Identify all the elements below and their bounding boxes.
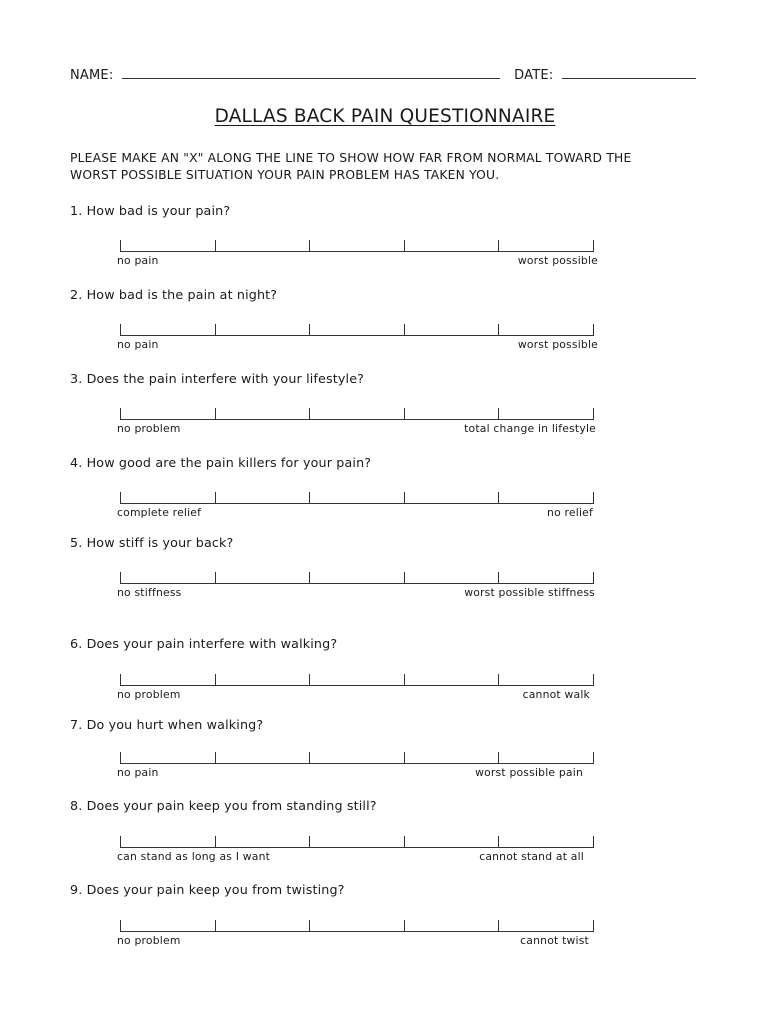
scale-tick (309, 752, 310, 764)
scale-tick (120, 492, 121, 504)
scale-tick (593, 572, 594, 584)
scale-tick (404, 752, 405, 764)
scale-line (120, 503, 594, 504)
scale-tick (120, 240, 121, 252)
scale-3-left-label: no problem (117, 422, 181, 435)
instructions (70, 150, 710, 184)
scale-tick (215, 324, 216, 336)
scale-tick (404, 408, 405, 420)
scale-tick (215, 752, 216, 764)
scale-tick (215, 836, 216, 848)
scale-tick (593, 674, 594, 686)
scale-tick (404, 836, 405, 848)
scale-tick (498, 752, 499, 764)
rating-scale-9[interactable] (120, 918, 594, 932)
scale-tick (498, 240, 499, 252)
scale-tick (120, 836, 121, 848)
scale-5-left-label: no stiffness (117, 586, 182, 599)
date-field[interactable] (562, 66, 696, 79)
scale-4-left-label: complete relief (117, 506, 202, 519)
scale-tick (404, 572, 405, 584)
question-2: 2. How bad is the pain at night? (70, 287, 278, 302)
scale-line (120, 583, 594, 584)
scale-5-right-label: worst possible stiffness (464, 586, 595, 599)
scale-tick (309, 492, 310, 504)
question-4: 4. How good are the pain killers for your pain? (70, 455, 372, 470)
instructions-line-1: PLEASE MAKE AN "X" ALONG THE LINE TO SHOW HOW FAR FROM NORMAL TOWARD THE (70, 151, 632, 165)
name-label: NAME: (70, 68, 114, 83)
scale-tick (215, 674, 216, 686)
scale-tick (215, 408, 216, 420)
scale-9-left-label: no problem (117, 934, 181, 947)
scale-tick (593, 324, 594, 336)
page-title-text: DALLAS BACK PAIN QUESTIONNAIRE (214, 106, 556, 127)
scale-tick (593, 492, 594, 504)
page-title (0, 106, 770, 127)
question-8: 8. Does your pain keep you from standing still? (70, 798, 377, 813)
scale-tick (593, 836, 594, 848)
rating-scale-2[interactable] (120, 322, 594, 336)
question-3: 3. Does the pain interfere with your lifestyle? (70, 371, 365, 386)
scale-3-right-label: total change in lifestyle (464, 422, 596, 435)
scale-7-left-label: no pain (117, 766, 159, 779)
rating-scale-8[interactable] (120, 834, 594, 848)
scale-4-right-label: no relief (547, 506, 593, 519)
rating-scale-1[interactable] (120, 238, 594, 252)
scale-line (120, 335, 594, 336)
scale-tick (309, 836, 310, 848)
rating-scale-7[interactable] (120, 750, 594, 764)
scale-line (120, 419, 594, 420)
scale-line (120, 763, 594, 764)
scale-line (120, 847, 594, 848)
scale-tick (309, 920, 310, 932)
scale-2-left-label: no pain (117, 338, 159, 351)
scale-tick (120, 674, 121, 686)
scale-line (120, 685, 594, 686)
question-1: 1. How bad is your pain? (70, 203, 231, 218)
scale-tick (120, 408, 121, 420)
scale-tick (215, 920, 216, 932)
scale-line (120, 251, 594, 252)
instructions-line-2: WORST POSSIBLE SITUATION YOUR PAIN PROBLEM HAS TAKEN YOU. (70, 168, 500, 182)
scale-tick (498, 492, 499, 504)
scale-8-right-label: cannot stand at all (479, 850, 584, 863)
scale-tick (404, 674, 405, 686)
scale-tick (120, 572, 121, 584)
scale-tick (215, 572, 216, 584)
scale-2-right-label: worst possible (517, 338, 598, 351)
question-9: 9. Does your pain keep you from twisting? (70, 882, 345, 897)
header-row (70, 66, 696, 83)
scale-tick (120, 752, 121, 764)
scale-6-left-label: no problem (117, 688, 181, 701)
scale-6-right-label: cannot walk (522, 688, 590, 701)
scale-tick (120, 324, 121, 336)
scale-tick (404, 240, 405, 252)
scale-tick (593, 752, 594, 764)
scale-tick (309, 240, 310, 252)
scale-tick (498, 836, 499, 848)
scale-7-right-label: worst possible pain (475, 766, 583, 779)
scale-tick (215, 240, 216, 252)
scale-tick (404, 920, 405, 932)
rating-scale-4[interactable] (120, 490, 594, 504)
scale-9-right-label: cannot twist (520, 934, 589, 947)
scale-line (120, 931, 594, 932)
scale-tick (498, 572, 499, 584)
scale-tick (404, 324, 405, 336)
scale-tick (498, 324, 499, 336)
scale-tick (593, 920, 594, 932)
scale-8-left-label: can stand as long as I want (117, 850, 271, 863)
question-6: 6. Does your pain interfere with walking? (70, 636, 338, 651)
date-label: DATE: (514, 68, 554, 83)
scale-tick (593, 240, 594, 252)
scale-tick (498, 408, 499, 420)
scale-tick (309, 572, 310, 584)
question-5: 5. How stiff is your back? (70, 535, 234, 550)
rating-scale-5[interactable] (120, 570, 594, 584)
scale-1-right-label: worst possible (517, 254, 598, 267)
rating-scale-6[interactable] (120, 672, 594, 686)
scale-tick (215, 492, 216, 504)
scale-tick (309, 408, 310, 420)
scale-tick (498, 920, 499, 932)
scale-tick (309, 324, 310, 336)
scale-tick (309, 674, 310, 686)
question-7: 7. Do you hurt when walking? (70, 717, 264, 732)
scale-tick (593, 408, 594, 420)
scale-tick (404, 492, 405, 504)
rating-scale-3[interactable] (120, 406, 594, 420)
scale-tick (498, 674, 499, 686)
scale-1-left-label: no pain (117, 254, 159, 267)
name-field[interactable] (122, 66, 500, 79)
scale-tick (120, 920, 121, 932)
